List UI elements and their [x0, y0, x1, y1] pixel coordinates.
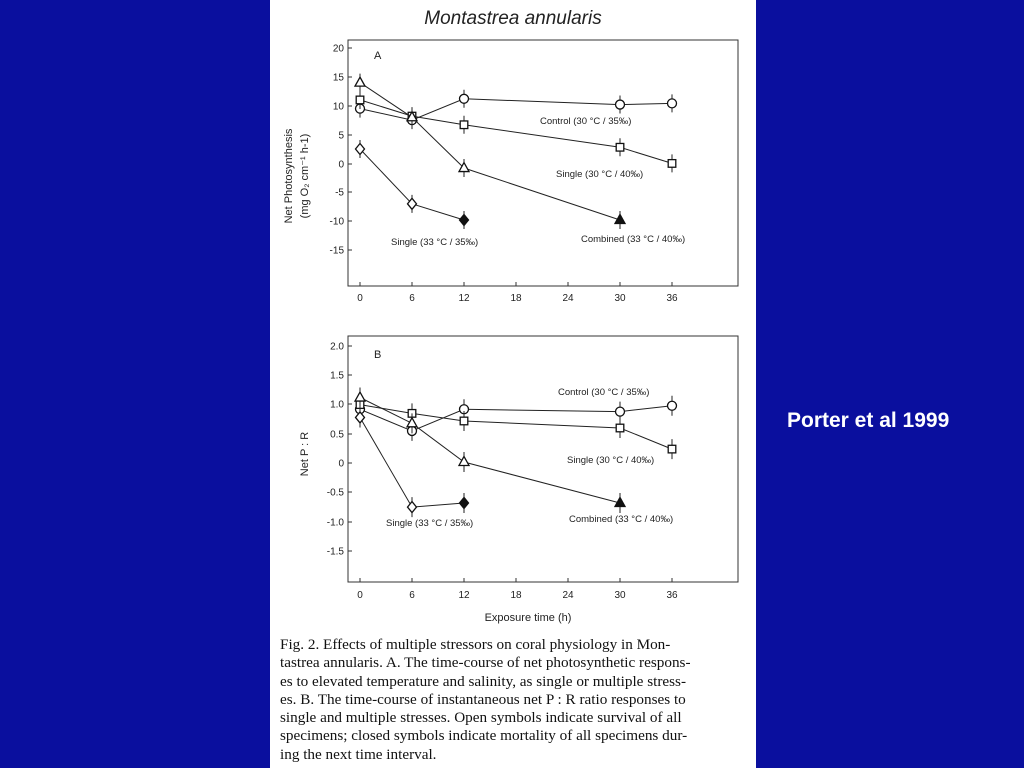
- citation: Porter et al 1999: [787, 409, 950, 432]
- y-axis-title: Net P : R: [299, 431, 311, 477]
- x-tick-label: 24: [562, 293, 574, 304]
- data-point-circle: [668, 99, 677, 108]
- x-tick-label: 12: [458, 293, 470, 304]
- series-label: Single (33 °C / 35‰): [391, 237, 479, 248]
- y-tick-label: 1.0: [330, 399, 344, 411]
- data-point-circle: [616, 407, 625, 416]
- y-tick-label: -15: [329, 245, 344, 257]
- data-point-diamond: [460, 497, 469, 508]
- data-point-triangle: [459, 456, 469, 465]
- x-tick-label: 6: [409, 293, 415, 304]
- series-label: Combined (33 °C / 40‰): [581, 234, 686, 245]
- series-label: Combined (33 °C / 40‰): [569, 514, 674, 525]
- series-label: Control (30 °C / 35‰): [558, 387, 650, 398]
- data-point-square: [616, 424, 624, 432]
- plot-frame: [348, 336, 738, 582]
- data-point-circle: [668, 401, 677, 410]
- plot-frame: [348, 40, 738, 286]
- caption-line: tastrea annularis. A. The time-course of net photosynthetic respons-: [280, 654, 691, 672]
- x-tick-label: 18: [510, 293, 522, 304]
- data-point-triangle: [407, 418, 417, 427]
- y-tick-label: 5: [338, 130, 344, 142]
- y-tick-label: -5: [335, 187, 344, 199]
- y-tick-label: -0.5: [326, 487, 344, 499]
- y-tick-label: 1.5: [330, 370, 344, 382]
- y-tick-label: 0: [338, 159, 344, 171]
- caption-line: Fig. 2. Effects of multiple stressors on coral physiology in Mon-: [280, 636, 671, 653]
- panel-label: B: [374, 349, 382, 361]
- x-tick-label: 30: [614, 293, 626, 304]
- x-tick-label: 24: [562, 590, 574, 601]
- data-point-circle: [460, 94, 469, 103]
- x-tick-label: 36: [666, 590, 678, 601]
- caption-line: ing the next time interval.: [280, 745, 437, 763]
- data-point-square: [460, 121, 468, 129]
- data-point-square: [668, 445, 676, 453]
- y-tick-label: -1.0: [326, 517, 344, 529]
- x-tick-label: 30: [614, 590, 626, 601]
- data-point-diamond: [408, 502, 417, 513]
- panel-label: A: [374, 50, 382, 62]
- series-label: Single (33 °C / 35‰): [386, 518, 474, 529]
- y-tick-label: -10: [329, 216, 344, 228]
- x-tick-label: 0: [357, 590, 363, 601]
- series-label: Control (30 °C / 35‰): [540, 116, 632, 127]
- x-tick-label: 36: [666, 293, 678, 304]
- x-axis-title: Exposure time (h): [484, 612, 572, 624]
- x-tick-label: 18: [510, 590, 522, 601]
- data-point-circle: [616, 100, 625, 109]
- series-label: Single (30 °C / 40‰): [567, 455, 655, 466]
- data-point-square: [616, 143, 624, 151]
- y-tick-label: -1.5: [326, 546, 344, 558]
- y-tick-label: 20: [332, 43, 344, 55]
- data-point-square: [668, 160, 676, 168]
- y-tick-label: 2.0: [330, 341, 344, 353]
- data-point-diamond: [356, 412, 365, 423]
- caption-line: single and multiple stresses. Open symbols indicate survival of all: [280, 709, 682, 727]
- series-label: Single (30 °C / 40‰): [556, 169, 644, 180]
- x-tick-label: 6: [409, 590, 415, 601]
- data-point-triangle: [355, 392, 365, 401]
- y-axis-subtitle: (mg O₂ cm⁻¹ h-1): [299, 133, 311, 219]
- y-tick-label: 0.5: [330, 429, 344, 441]
- x-tick-label: 12: [458, 590, 470, 601]
- caption-line: es to elevated temperature and salinity, as single or multiple stress-: [280, 672, 687, 690]
- data-point-square: [460, 417, 468, 425]
- caption-line: specimens; closed symbols indicate mortality of all specimens dur-: [280, 727, 688, 745]
- caption-line: es. B. The time-course of instantaneous net P : R ratio responses to: [280, 690, 686, 708]
- data-point-square: [356, 96, 364, 104]
- y-tick-label: 15: [332, 72, 344, 84]
- series-line: [360, 398, 620, 504]
- data-point-diamond: [460, 214, 469, 225]
- series-line: [360, 100, 672, 163]
- y-axis-title: Net Photosynthesis: [283, 128, 295, 224]
- figure-caption: [280, 636, 746, 764]
- y-tick-label: 0: [338, 458, 344, 470]
- data-point-triangle: [355, 77, 365, 86]
- figure-title: Montastrea annularis: [424, 8, 602, 29]
- y-tick-label: 10: [332, 101, 344, 113]
- x-tick-label: 0: [357, 293, 363, 304]
